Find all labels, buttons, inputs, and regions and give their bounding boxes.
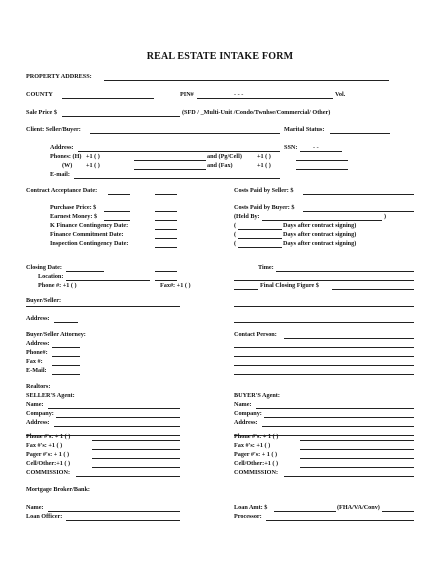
k-finance-field[interactable] [155, 229, 177, 230]
buyer-agent-fax-label: Fax #'s: +1 ( ) [234, 442, 271, 449]
buyer-agent-name-label: Name: [234, 401, 252, 408]
phone-home-field[interactable] [134, 160, 206, 161]
processor-label: Processor: [234, 513, 262, 520]
days-label-1: Days after contract signing) [283, 222, 357, 229]
client-field[interactable] [90, 133, 280, 134]
attorney-fax-label: Fax #: [26, 358, 43, 365]
realtors-heading: Realtors: [26, 383, 51, 390]
closing-date-field[interactable] [66, 271, 104, 272]
attorney-phone-label: Phone#: [26, 349, 48, 356]
pin-label: PIN# [180, 91, 194, 98]
pg-cell-prefix: +1 ( ) [257, 153, 271, 160]
attorney-email-label: E-Mail: [26, 367, 47, 374]
loan-type-field[interactable] [382, 511, 414, 512]
seller-agent-company-label: Company: [26, 410, 54, 417]
contract-acceptance-label: Contract Acceptance Date: [26, 187, 98, 194]
attorney-fax-field[interactable] [52, 365, 80, 366]
earnest-money-label: Earnest Money: $ [50, 213, 98, 220]
days-paren-2: ( [234, 231, 237, 238]
costs-buyer-label: Costs Paid by Buyer: $ [234, 204, 295, 211]
buyer-agent-commission-label: COMMISSION: [234, 469, 279, 476]
contract-acceptance-field-2[interactable] [155, 194, 177, 195]
sellers-agent-label: SELLER'S Agent: [26, 392, 75, 399]
inspection-label: Inspection Contingency Date: [50, 240, 129, 247]
days-paren-1: ( [234, 222, 237, 229]
buyer-agent-commission-field[interactable] [284, 476, 414, 477]
seller-agent-fax-field[interactable] [92, 449, 180, 450]
buyer-agent-pager-field[interactable] [300, 458, 414, 459]
attorney-label: Buyer/Seller Attorney: [26, 331, 86, 338]
costs-buyer-field[interactable] [303, 211, 414, 212]
email-label: E-mail: [50, 171, 70, 178]
seller-agent-phone-label: Phone #'s: + 1 ( ) [26, 433, 71, 440]
inspection-field[interactable] [155, 247, 177, 248]
location-field[interactable] [66, 280, 150, 281]
finance-commitment-field[interactable] [155, 238, 177, 239]
held-by-close: ) [384, 213, 387, 220]
buyer-agent-address-field[interactable] [262, 426, 414, 427]
seller-agent-fax-label: Fax #'s: +1 ( ) [26, 442, 63, 449]
sale-price-label: Sale Price $ [26, 109, 57, 116]
phone-work-label: (W) [62, 162, 73, 169]
email-field[interactable] [74, 178, 280, 179]
location-label: Location: [38, 273, 64, 280]
loan-amt-label: Loan Amt: $ [234, 504, 268, 511]
pin-field[interactable] [197, 98, 333, 99]
seller-agent-commission-label: COMMISSION: [26, 469, 71, 476]
buyer-agent-company-field[interactable] [264, 417, 414, 418]
held-by-field[interactable] [262, 220, 382, 221]
earnest-money-field[interactable] [104, 220, 130, 221]
days-label-2: Days after contract signing) [283, 231, 357, 238]
buyer-agent-pager-label: Pager #'s: + 1 ( ) [234, 451, 278, 458]
client-address-label: Address: [50, 144, 74, 151]
loan-type-label: (FHA/VA/Conv) [337, 504, 380, 511]
buyer-seller-address-field[interactable] [54, 322, 78, 323]
seller-agent-pager-field[interactable] [92, 458, 180, 459]
client-label: Client: Seller/Buyer: [26, 126, 81, 133]
days-field-1[interactable] [238, 229, 282, 230]
days-field-3[interactable] [238, 247, 282, 248]
closing-date-field-2[interactable] [155, 271, 177, 272]
loan-amt-field[interactable] [274, 511, 336, 512]
marital-status-label: Marital Status: [284, 126, 325, 133]
k-finance-label: K Finance Contingency Date: [50, 222, 129, 229]
buyer-agent-phone-label: Phone #'s: + 1 ( ) [234, 433, 279, 440]
purchase-price-field[interactable] [104, 211, 130, 212]
attorney-right-line-3[interactable] [234, 365, 414, 366]
seller-agent-cell-label: Cell/Other:+1 ( ) [26, 460, 71, 467]
closing-date-label: Closing Date: [26, 264, 62, 271]
closing-fax-label: Fax#: +1 ( ) [160, 282, 191, 289]
attorney-email-field[interactable] [52, 374, 80, 375]
days-field-2[interactable] [238, 238, 282, 239]
buyer-seller-field[interactable] [26, 306, 180, 307]
contact-person-label: Contact Person: [234, 331, 277, 338]
phone-work-field[interactable] [134, 169, 206, 170]
days-label-3: Days after contract signing) [283, 240, 357, 247]
held-by-label: (Held By: [234, 213, 260, 220]
mortgage-heading: Mortgage Broker/Bank: [26, 486, 90, 493]
property-address-field[interactable] [104, 80, 389, 81]
closing-phone-label: Phone #: +1 ( ) [38, 282, 77, 289]
fax-label: and (Fax) [207, 162, 233, 169]
buyer-agent-address-label: Address: [234, 419, 258, 426]
buyer-agent-phone-field[interactable] [300, 440, 414, 441]
finance-commitment-label: Finance Commitment Date: [50, 231, 124, 238]
attorney-right-line-4[interactable] [234, 374, 414, 375]
buyer-seller-right-line[interactable] [234, 306, 414, 307]
form-title: REAL ESTATE INTAKE FORM [146, 51, 294, 62]
attorney-address-label: Address: [26, 340, 50, 347]
property-type-options: (SFD / _Multi-Unit /Condo/Twnhse/Commercial/ Other) [182, 109, 331, 116]
seller-agent-company-field[interactable] [56, 417, 180, 418]
seller-agent-phone-field[interactable] [92, 440, 180, 441]
buyer-seller-address-label: Address: [26, 315, 50, 322]
buyer-agent-name-field[interactable] [256, 408, 414, 409]
location-field-2[interactable] [155, 280, 177, 281]
seller-agent-name-label: Name: [26, 401, 44, 408]
seller-agent-address-label: Address: [26, 419, 50, 426]
attorney-right-line-1[interactable] [234, 347, 414, 348]
ssn-dashes: - - [313, 144, 319, 151]
final-closing-prefix-line[interactable] [234, 289, 258, 290]
ssn-label: SSN: [284, 144, 298, 151]
time-label: Time: [258, 264, 274, 271]
buyers-agent-label: BUYER'S Agent: [234, 392, 280, 399]
buyer-seller-label: Buyer/Seller: [26, 297, 62, 304]
buyer-agent-cell-label: Cell/Other:+1 ( ) [234, 460, 279, 467]
pg-cell-field[interactable] [296, 160, 348, 161]
contact-person-field[interactable] [284, 338, 414, 339]
buyer-agent-fax-field[interactable] [300, 449, 414, 450]
fax-prefix: +1 ( ) [257, 162, 271, 169]
county-label: COUNTY [26, 91, 53, 98]
seller-agent-commission-field[interactable] [76, 476, 180, 477]
county-field[interactable] [62, 98, 154, 99]
client-address-field[interactable] [78, 151, 280, 152]
final-closing-label: Final Closing Figure $ [260, 282, 319, 289]
mortgage-name-field[interactable] [48, 511, 180, 512]
loan-officer-label: Loan Officer: [26, 513, 63, 520]
time-field[interactable] [276, 271, 414, 272]
phone-home-label: Phones: (H) [50, 153, 82, 160]
loan-officer-field[interactable] [66, 520, 180, 521]
attorney-phone-field[interactable] [52, 356, 80, 357]
buyer-seller-address-right-line[interactable] [234, 322, 414, 323]
pg-cell-label: and (Pg/Cell) [207, 153, 242, 160]
sale-price-field[interactable] [62, 116, 180, 117]
seller-agent-pager-label: Pager #'s: + 1 ( ) [26, 451, 70, 458]
closing-right-line[interactable] [234, 280, 414, 281]
vol-label: Vol. [335, 91, 346, 98]
pin-dashes: - - - [234, 91, 244, 98]
phone-work-prefix: +1 ( ) [86, 162, 100, 169]
attorney-address-field[interactable] [52, 347, 80, 348]
processor-field[interactable] [266, 520, 414, 521]
attorney-right-line-2[interactable] [234, 356, 414, 357]
seller-agent-cell-field[interactable] [92, 467, 180, 468]
seller-agent-address-field[interactable] [54, 426, 180, 427]
marital-status-field[interactable] [330, 133, 390, 134]
days-paren-3: ( [234, 240, 237, 247]
buyer-agent-cell-field[interactable] [300, 467, 414, 468]
earnest-money-field-2[interactable] [155, 220, 177, 221]
fax-field[interactable] [296, 169, 348, 170]
buyer-agent-company-label: Company: [234, 410, 262, 417]
phone-home-prefix: +1 ( ) [86, 153, 100, 160]
seller-agent-name-field[interactable] [48, 408, 180, 409]
contract-acceptance-field[interactable] [108, 194, 130, 195]
final-closing-field[interactable] [332, 289, 414, 290]
ssn-field[interactable] [300, 151, 342, 152]
costs-seller-label: Costs Paid by Seller: $ [234, 187, 294, 194]
property-address-label: PROPERTY ADDRESS: [26, 73, 92, 80]
purchase-price-label: Purchase Price: $ [50, 204, 97, 211]
purchase-price-field-2[interactable] [155, 211, 177, 212]
mortgage-name-label: Name: [26, 504, 44, 511]
costs-seller-field[interactable] [303, 194, 414, 195]
